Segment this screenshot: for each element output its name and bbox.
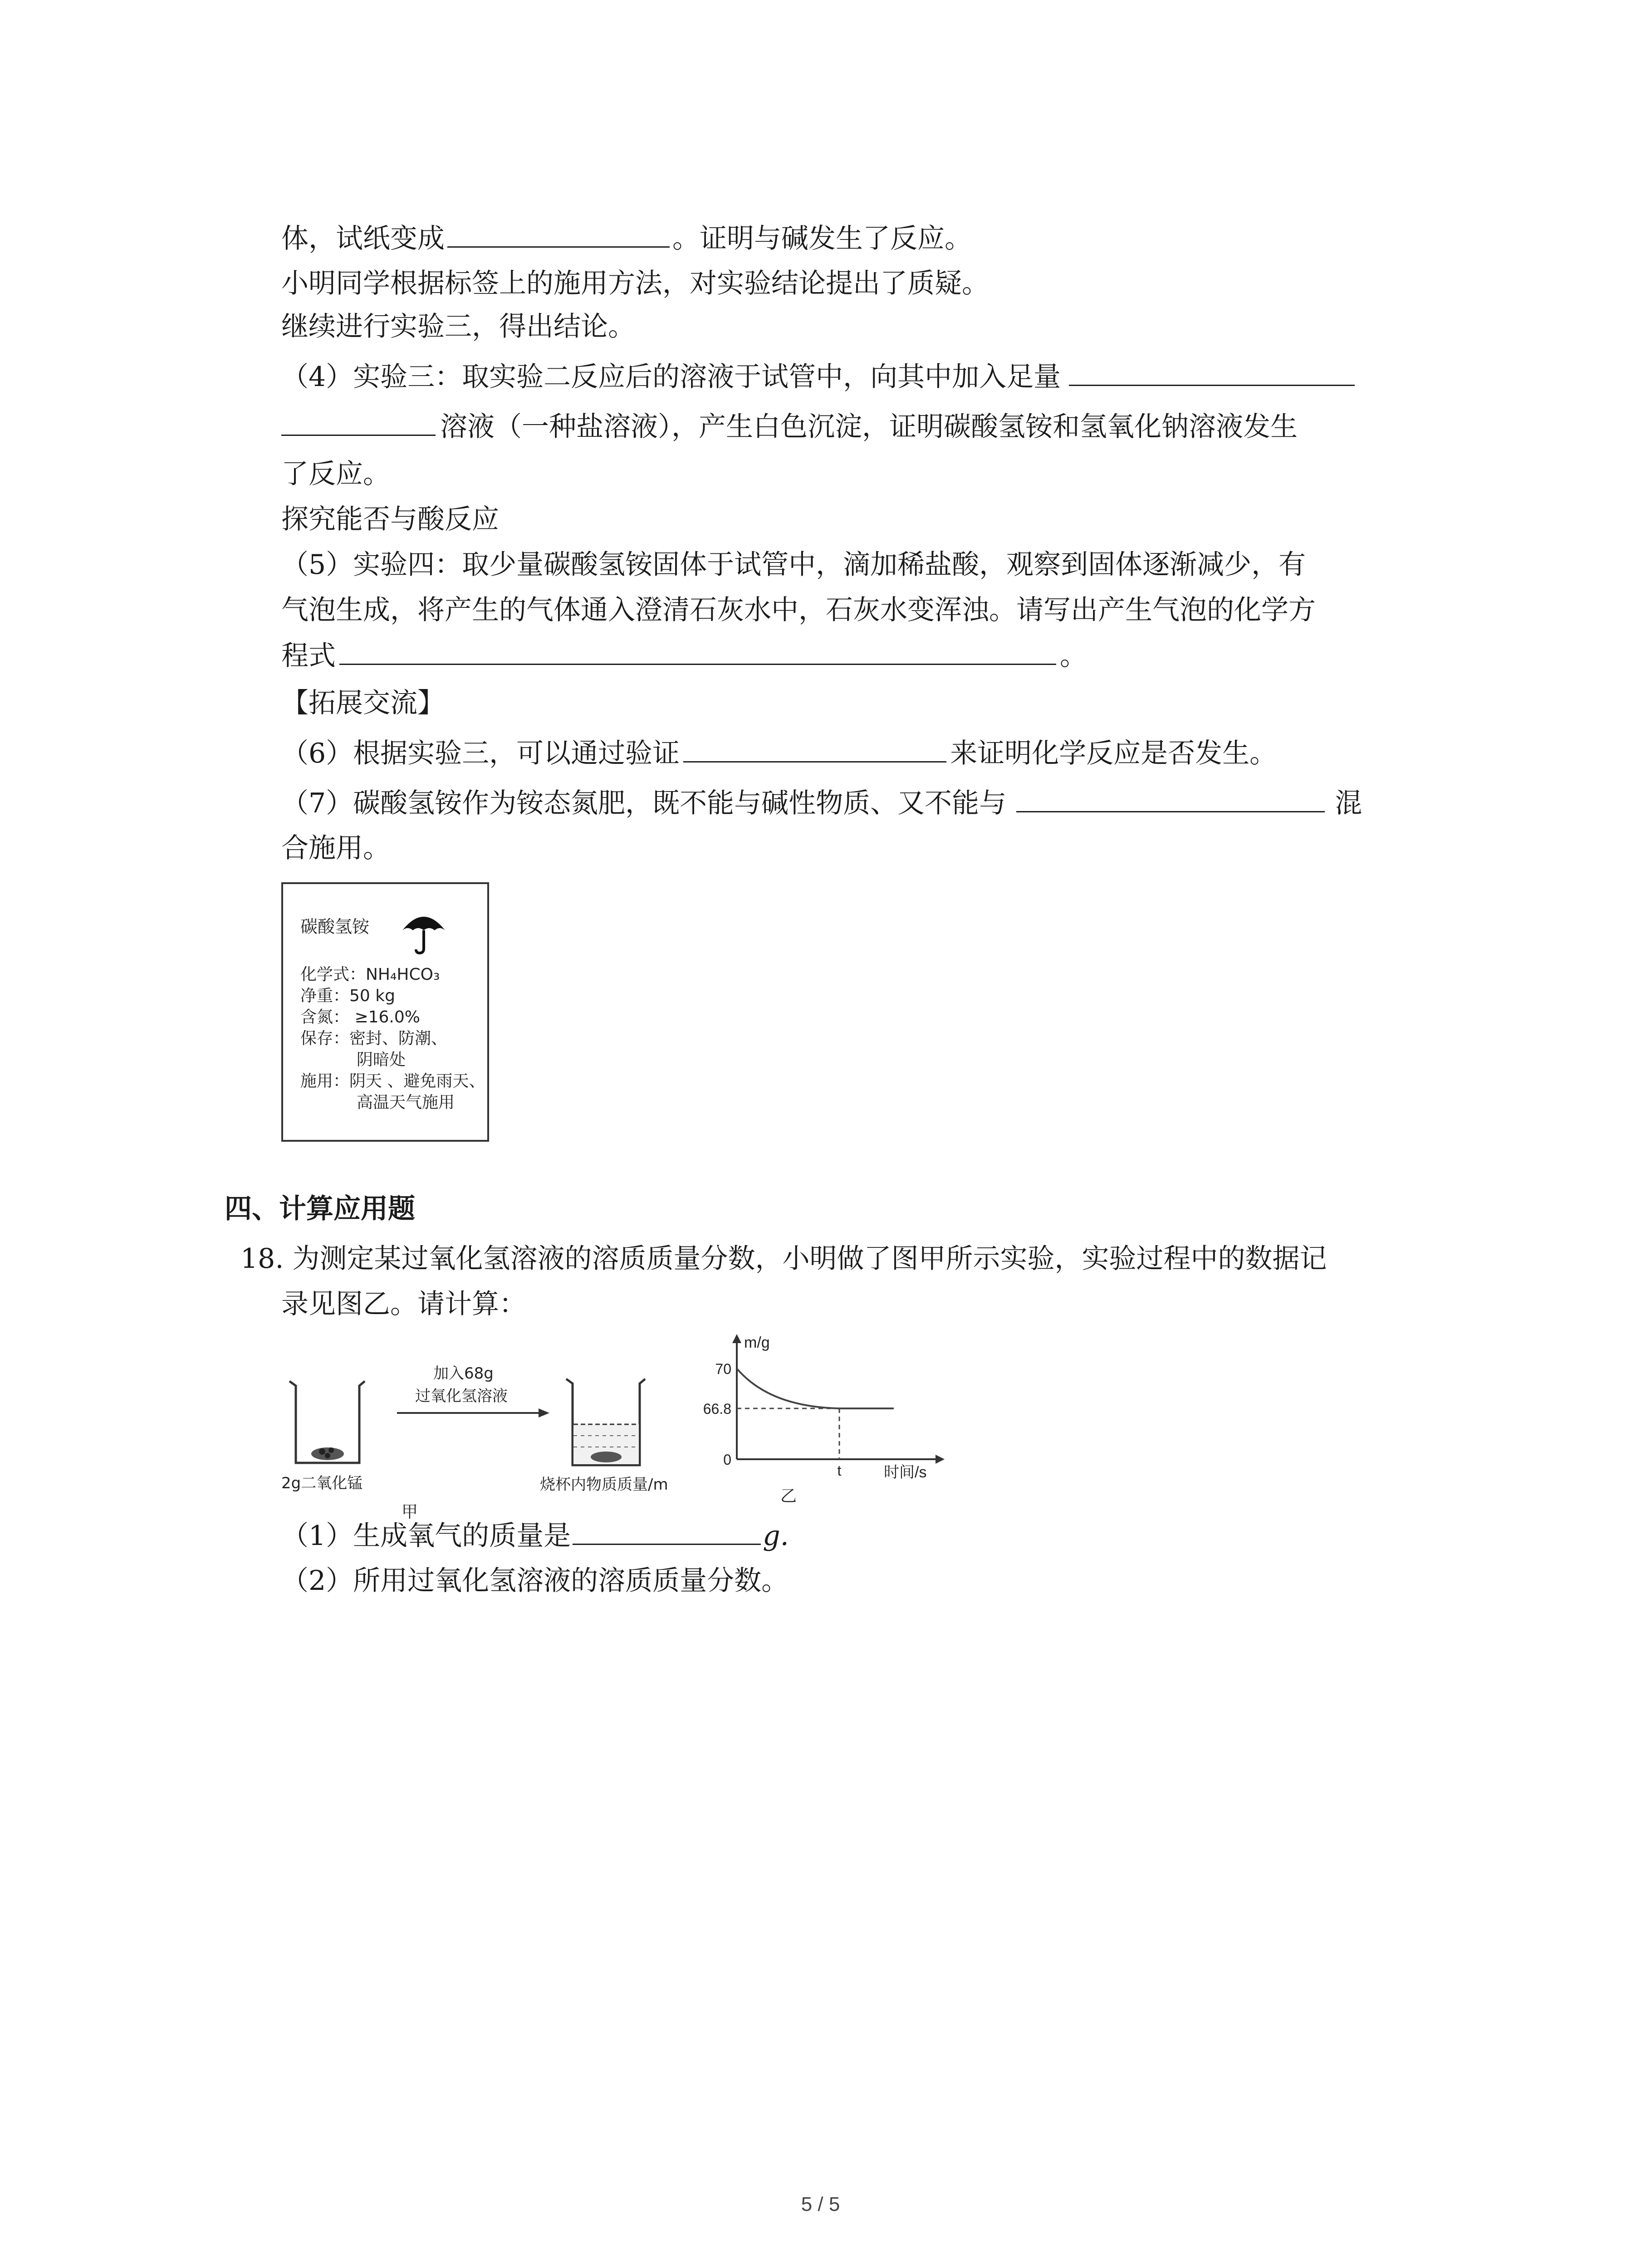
figure-yi-caption: 乙 [780,1487,797,1505]
arrow-icon [397,1406,551,1420]
text-line-9: 气泡生成，将产生的气体通入澄清石灰水中，石灰水变浑浊。请写出产生气泡的化学方 [281,594,1316,626]
label-weight: 净重：50 kg [300,987,395,1005]
answer-blank-6[interactable] [683,735,946,763]
label-formula: 化学式：NH₄HCO₃ [300,965,440,984]
fertilizer-label [281,882,489,1142]
text-line-10: 程式 。 [281,637,1087,674]
answer-blank-5[interactable] [339,637,1056,665]
label-title: 碳酸氢铵 [300,917,370,937]
label-nitrogen: 含氮： ≥16.0% [300,1008,420,1026]
text-line-1: 体，试纸变成 。证明与碱发生了反应。 [281,220,972,257]
umbrella-icon [399,907,449,957]
figure-yi [699,1331,953,1522]
text-line-8: （5）实验四：取少量碳酸氢铵固体于试管中，滴加稀盐酸，观察到固体逐渐减少，有 [281,549,1306,581]
text-line-4: （4）实验三：取实验二反应后的溶液于试管中，向其中加入足量 [281,358,1355,395]
text-line-2: 小明同学根据标签上的施用方法，对实验结论提出了质疑。 [281,268,989,299]
beaker-2-label: 烧杯内物质质量/m [540,1476,668,1494]
answer-blank-18-1[interactable] [573,1517,761,1545]
sub-question-1: （1）生成氧气的质量是 g. [281,1517,789,1554]
text-line-5: 溶液（一种盐溶液），产生白色沉淀，证明碳酸氢铵和氢氧化钠溶液发生 [281,408,1298,445]
label-storage-2: 阴暗处 [357,1051,406,1069]
q18-line-1: 18. 为测定某过氧化氢溶液的溶质质量分数，小明做了图甲所示实验，实验过程中的数据记 [240,1243,1327,1275]
answer-blank-7[interactable] [1016,785,1325,812]
y-tick-label: 66.8 [703,1401,731,1417]
answer-blank-4b[interactable] [281,408,436,436]
y-tick-label: 70 [715,1361,731,1377]
section-title: 四、计算应用题 [225,1193,415,1225]
y-axis-label: m/g [744,1334,770,1351]
text-line-3: 继续进行实验三，得出结论。 [281,311,635,342]
text-line-13: （7）碳酸氢铵作为铵态氮肥，既不能与碱性物质、又不能与 混 [281,785,1362,821]
beaker-1-label: 2g二氧化锰 [281,1474,363,1492]
q18-line-2: 录见图乙。请计算： [281,1288,526,1320]
x-axis-arrow-icon [936,1455,945,1464]
x-axis-label: 时间/s [884,1464,927,1481]
x-tick-label: t [837,1462,842,1479]
arrow-label-1: 加入68g [433,1364,494,1383]
mass-time-chart [699,1331,953,1481]
sub-question-2: （2）所用过氧化氢溶液的溶质质量分数。 [281,1565,789,1597]
beaker-1 [286,1377,367,1467]
y-axis-arrow-icon [732,1334,741,1343]
text-line-7: 探究能否与酸反应 [281,503,499,535]
figure-jia [272,1352,726,1520]
beaker-2 [563,1374,649,1470]
text-line-14: 合施用。 [281,832,390,864]
label-usage-2: 高温天气施用 [357,1093,455,1112]
label-storage-1: 保存：密封、防潮、 [300,1029,448,1048]
y-tick-label: 0 [723,1452,731,1468]
text-line-11: 【拓展交流】 [281,687,445,719]
text-line-12: （6）根据实验三，可以通过验证 来证明化学反应是否发生。 [281,735,1277,772]
figure-jia-caption: 甲 [402,1503,418,1521]
label-usage-1: 施用：阴天 、避免雨天、 [300,1072,485,1090]
arrow-label-2: 过氧化氢溶液 [415,1387,508,1405]
answer-blank-1[interactable] [447,220,670,248]
answer-blank-4a[interactable] [1069,358,1355,386]
series-line [737,1369,894,1408]
text-line-6: 了反应。 [281,458,390,490]
page-number: 5 / 5 [801,2193,840,2215]
